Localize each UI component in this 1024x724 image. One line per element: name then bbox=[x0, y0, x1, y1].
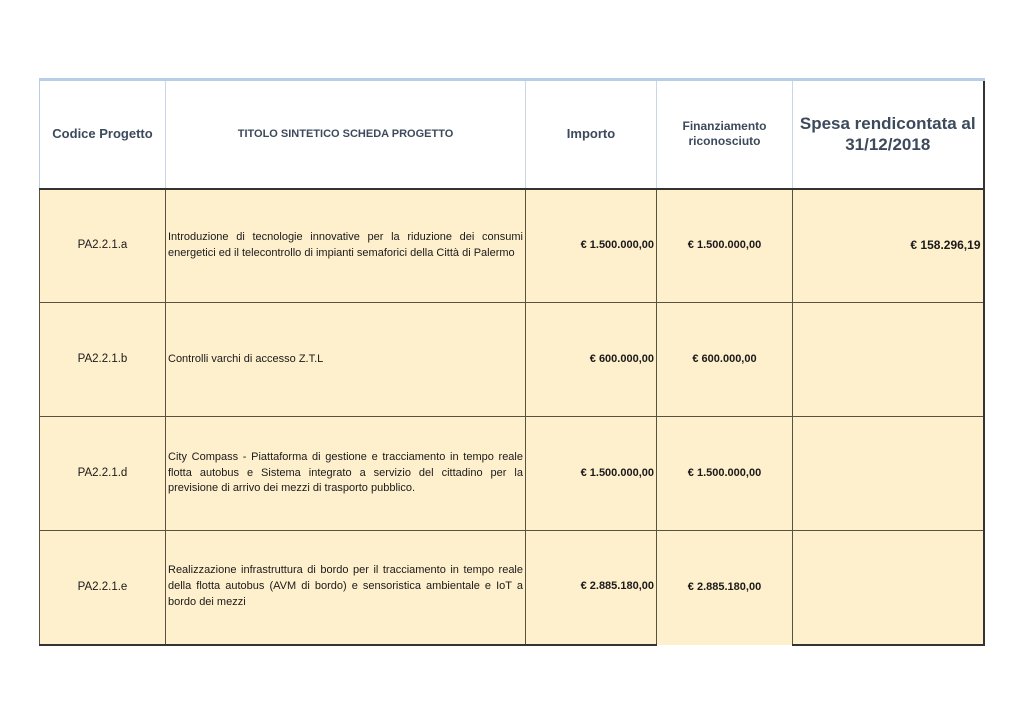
cell-titolo: Realizzazione infrastruttura di bordo per il tracciamento in tempo reale della flotta autobus (AVM di bordo) e sensoristica ambientale e IoT a bordo dei mezzi bbox=[166, 531, 526, 645]
cell-codice-progetto: PA2.2.1.a bbox=[40, 189, 166, 303]
header-importo: Importo bbox=[526, 80, 657, 189]
header-row bbox=[40, 80, 984, 189]
table-row bbox=[40, 531, 984, 645]
cell-codice-progetto: PA2.2.1.e bbox=[40, 531, 166, 645]
cell-importo: € 1.500.000,00 bbox=[526, 189, 657, 303]
cell-codice-progetto: PA2.2.1.d bbox=[40, 417, 166, 531]
cell-titolo: City Compass - Piattaforma di gestione e tracciamento in tempo reale flotta autobus e Sistema integrato a servizio del cittadino per la previsione di arrivo dei mezzi di trasporto pubblico. bbox=[166, 417, 526, 531]
table-row bbox=[40, 417, 984, 531]
cell-importo: € 600.000,00 bbox=[526, 303, 657, 417]
cell-spesa: € 158.296,19 bbox=[793, 189, 984, 303]
cell-importo: € 1.500.000,00 bbox=[526, 417, 657, 531]
cell-titolo: Introduzione di tecnologie innovative per la riduzione dei consumi energetici ed il telecontrollo di impianti semaforici della Città di Palermo bbox=[166, 189, 526, 303]
cell-finanziamento: € 600.000,00 bbox=[657, 303, 793, 417]
cell-spesa bbox=[793, 531, 984, 645]
header-spesa-rendicontata: Spesa rendicontata al 31/12/2018 bbox=[793, 80, 984, 189]
cell-spesa bbox=[793, 417, 984, 531]
project-table bbox=[39, 78, 985, 646]
project-table-sheet bbox=[39, 78, 983, 646]
table-row bbox=[40, 189, 984, 303]
cell-finanziamento: € 2.885.180,00 bbox=[657, 531, 793, 645]
table-row bbox=[40, 303, 984, 417]
cell-finanziamento: € 1.500.000,00 bbox=[657, 417, 793, 531]
table-body bbox=[40, 189, 984, 645]
cell-importo: € 2.885.180,00 bbox=[526, 531, 657, 645]
table-header bbox=[40, 80, 984, 189]
header-codice-progetto: Codice Progetto bbox=[40, 80, 166, 189]
cell-codice-progetto: PA2.2.1.b bbox=[40, 303, 166, 417]
header-finanziamento: Finanziamento riconosciuto bbox=[657, 80, 793, 189]
header-titolo: TITOLO SINTETICO SCHEDA PROGETTO bbox=[166, 80, 526, 189]
cell-finanziamento: € 1.500.000,00 bbox=[657, 189, 793, 303]
cell-titolo: Controlli varchi di accesso Z.T.L bbox=[166, 303, 526, 417]
cell-spesa bbox=[793, 303, 984, 417]
